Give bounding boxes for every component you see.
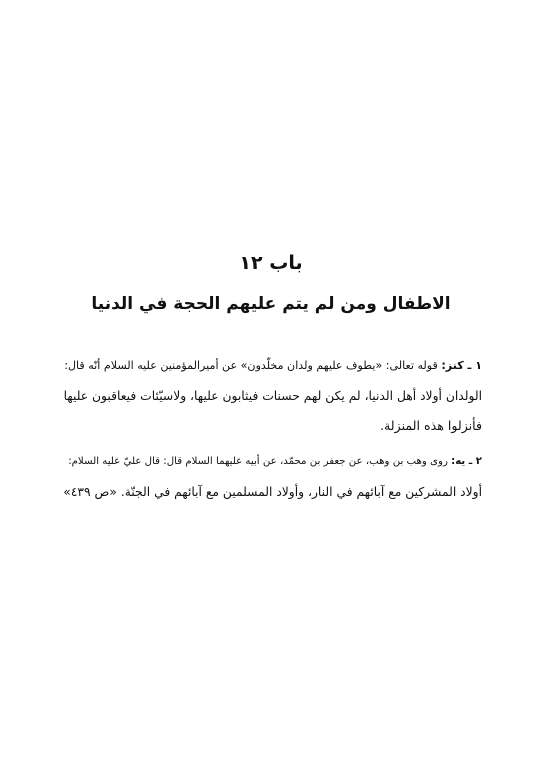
hadith-1-line-1 [60, 351, 482, 381]
hadith-1-line-3: فأنزلوا هذه المنزلة. [380, 418, 482, 433]
hadith-2-line-1-text: روى وهب بن وهب، عن جعفر بن محمّد، عن أبيه عليهما السلام قال: قال عليّ عليه السلام: [68, 456, 448, 467]
chapter-title: الاطفال ومن لم يتم عليهم الحجة في الدنيا [91, 294, 451, 314]
hadith-2-label: ٢ ـ يه: [451, 456, 482, 467]
hadith-1-line-1-text: قوله تعالى: «يطوف عليهم ولدان مخلّدون» عن أميرالمؤمنين عليه السلام أنّه قال: [64, 359, 438, 372]
hadith-2-line-2: أولاد المشركين مع آبائهم في النار، وأولاد المسلمين مع آبائهم في الجنّة. «ص ٤٣٩» [63, 485, 482, 499]
hadith-1-label: ١ ـ كنز: [441, 359, 482, 372]
chapter-number: باب ١٢ [239, 252, 303, 274]
hadith-2-line-1 [60, 447, 482, 477]
hadith-1-line-2: الولدان أولاد أهل الدنيا، لم يكن لهم حسنات فيثابون عليها، ولاسيّئات فيعاقبون عليها [63, 389, 482, 403]
hadith-2 [60, 447, 482, 507]
hadith-1 [60, 351, 482, 441]
